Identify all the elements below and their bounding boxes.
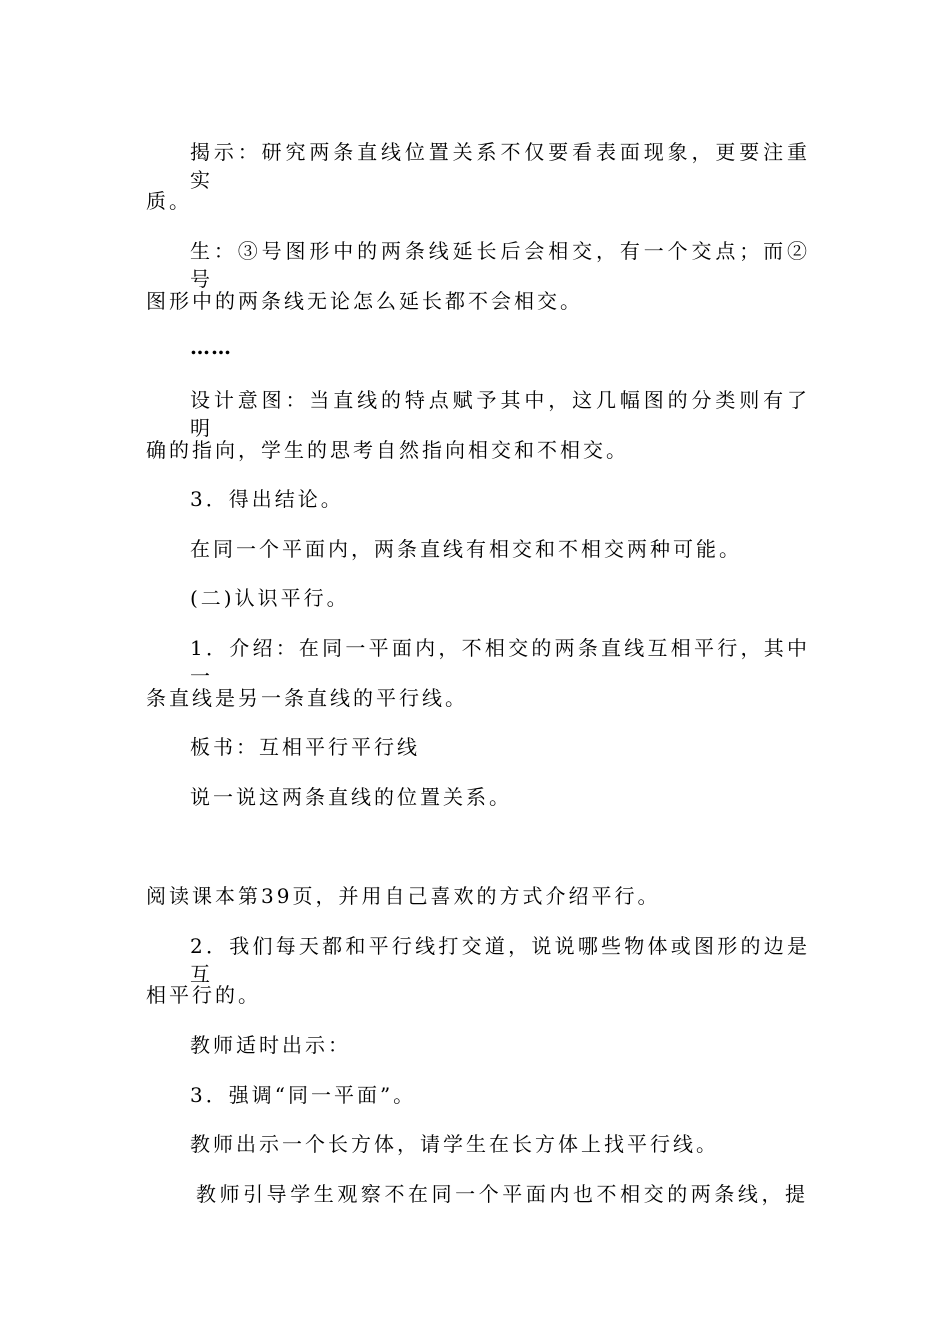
paragraph-line: 揭示：研究两条直线位置关系不仅要看表面现象，更要注重实 <box>190 140 810 192</box>
paragraph-line: 教师出示一个长方体，请学生在长方体上找平行线。 <box>190 1132 719 1156</box>
section-heading: 3．得出结论。 <box>190 487 344 511</box>
paragraph-line: 阅读课本第39页，并用自己喜欢的方式介绍平行。 <box>146 884 661 908</box>
paragraph-line: 生：③号图形中的两条线延长后会相交，有一个交点；而②号 <box>190 239 810 291</box>
paragraph-line: 在同一个平面内，两条直线有相交和不相交两种可能。 <box>190 537 742 561</box>
section-heading: 3．强调“同一平面”。 <box>190 1083 417 1107</box>
paragraph-line: 相平行的。 <box>146 983 261 1007</box>
paragraph-line: 说一说这两条直线的位置关系。 <box>190 785 512 809</box>
paragraph-line: 条直线是另一条直线的平行线。 <box>146 686 468 710</box>
paragraph-line: 设计意图：当直线的特点赋予其中，这几幅图的分类则有了明 <box>190 388 810 440</box>
paragraph-line: 质。 <box>146 189 192 213</box>
section-heading: (二)认识平行。 <box>190 586 350 610</box>
paragraph-line: 1．介绍：在同一平面内，不相交的两条直线互相平行，其中一 <box>190 636 810 688</box>
ellipsis-line: …… <box>190 335 232 359</box>
paragraph-line: 确的指向，学生的思考自然指向相交和不相交。 <box>146 438 629 462</box>
paragraph-line: 板书：互相平行平行线 <box>190 735 420 759</box>
paragraph-line: 2．我们每天都和平行线打交道，说说哪些物体或图形的边是互 <box>190 934 810 986</box>
paragraph-line: 教师适时出示： <box>190 1033 351 1057</box>
paragraph-line: 图形中的两条线无论怎么延长都不会相交。 <box>146 289 583 313</box>
paragraph-line: 教师引导学生观察不在同一个平面内也不相交的两条线，提 <box>196 1182 808 1206</box>
